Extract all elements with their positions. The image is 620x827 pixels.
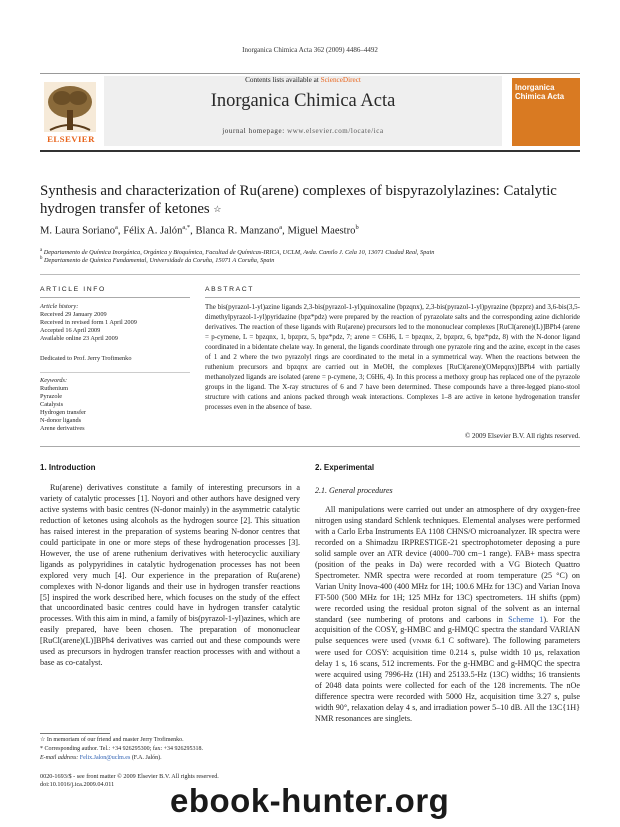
article-info-rule: [40, 297, 190, 298]
author-affiliation-mark: a,*: [182, 224, 191, 231]
email-owner: (F.A. Jalón).: [130, 755, 162, 761]
front-matter-notice: 0020-1693/$ - see front matter © 2009 Elsevier B.V. All rights reserved.: [40, 773, 219, 780]
email-label: E-mail address:: [40, 755, 80, 761]
history-accepted: Accepted 16 April 2009: [40, 327, 101, 334]
header-rule: [40, 73, 580, 74]
journal-title: Inorganica Chimica Acta: [210, 91, 396, 111]
experimental-text: ). For the acquisition of the COSY, g-HMBC and g-HMQC spectra the standard VARIAN pulse sequences were used (: [315, 614, 580, 646]
keyword: Ruthenium: [40, 385, 68, 392]
author-affiliation-mark: a: [279, 224, 283, 231]
author-name: Blanca R. Manzano: [195, 225, 280, 237]
scheme-1-link[interactable]: Scheme 1: [508, 614, 544, 624]
homepage-prefix: journal homepage:: [222, 127, 288, 135]
introduction-body: [40, 483, 300, 669]
title-footnote-mark[interactable]: ☆: [213, 204, 222, 214]
article-info-heading: ARTICLE INFO: [40, 286, 106, 293]
doi-link[interactable]: doi:10.1016/j.ica.2009.04.011: [40, 781, 115, 788]
author-affiliation-mark: a: [115, 224, 118, 231]
history-revised: Received in revised form 1 April 2009: [40, 319, 137, 326]
header-rule-bottom: [40, 150, 580, 152]
experimental-text: 6.1 C software). The following parameters were used for COSY: acquisition time 0.214 s, pulse width 10 μs, relaxation delay 1 s, 16 scans, 512 increments. For the g-HMBC and g-HMQC the spectra were acquired using 7996-Hz (1H) and 25133.5-Hz (13C) widths; 16 transients of 2048 data points were collected for each of the 128 increments. The nOe difference spectra were recorded with 5000 Hz, acquisition time 3.27 s, pulse width 90°, relaxation delay 4 s, and irradiation power 5–10 dB. All the 13C{1H} NMR resonances are singlets.: [315, 636, 580, 724]
homepage-link[interactable]: www.elsevier.com/locate/ica: [287, 127, 384, 135]
affiliation-a: $^a$ Departamento de Química Inorgánica, Orgánica y Bioquímica, Facultad de Químicas-IRICA, UCLM, Avda. Camilo J. Cela 10, 13071 Ciudad Real, Spain: [40, 248, 435, 257]
section-heading-experimental: 2. Experimental: [315, 463, 375, 472]
history-received: Received 29 January 2009: [40, 311, 107, 318]
title-text: Synthesis and characterization of Ru(arene) complexes of bispyrazolylazines: Catalytic hydrogen transfer of ketones: [40, 183, 557, 217]
experimental-paragraph: [315, 505, 580, 725]
affiliation-a-text: Departamento de Química Inorgánica, Orgánica y Bioquímica, Facultad de Químicas-IRICA, UCLM, Avda. Camilo J. Cela 10, 13071 Ciudad Real, Spain: [43, 249, 435, 257]
experimental-body: [315, 505, 580, 725]
experimental-text: All manipulations were carried out under an atmosphere of dry oxygen-free nitrogen using standard Schlenk techniques. Elemental analyses were performed with a Carlo Erba Instruments EA 1108 CHNS/O microanalyzer. IR spectra were recorded on a Shimadzu IRPRESTIGE-21 spectrophotometer deposing a pure solid sample over an ATR device (4000–700 cm−1 range). FAB+ mass spectra (position of the peaks in Da) were recorded with a VG Biotech Quattro Spectrometer. NMR spectra were recorded at room temperature (25 °C) on Varian Unity Inova-400 (400 MHz for 1H; 100.6 MHz for 13C) and Varian Inova FT-500 (500 MHz for 1H; 125 MHz for 13C) spectrometers. 1H shifts (ppm) were recorded using the residual proton signal of the solvent as an internal standard (see numbering of protons and carbons in: [315, 505, 580, 624]
elsevier-logo-text: ELSEVIER: [47, 134, 95, 144]
footnote-dedication: ☆ In memoriam of our friend and master Jerry Trofimenko.: [40, 737, 184, 743]
subsection-heading-general-procedures: 2.1. General procedures: [315, 486, 393, 495]
history-online: Available online 23 April 2009: [40, 335, 118, 342]
journal-citation: Inorganica Chimica Acta 362 (2009) 4486–4492: [242, 46, 378, 54]
footnote-rule: [40, 733, 110, 734]
affiliation-b-text: Departamento de Química Fundamental, Universidade da Coruña, 15071 A Coruña, Spain: [43, 257, 275, 265]
footnote-corresponding-author: * Corresponding author. Tel.: +34 926295300; fax: +34 926295318.: [40, 746, 204, 752]
keyword: Catalysis: [40, 401, 64, 408]
dedication: Dedicated to Prof. Jerry Trofimenko: [40, 355, 132, 362]
abstract-bottom-rule: [40, 446, 580, 447]
abstract-heading: ABSTRACT: [205, 286, 255, 293]
copyright-notice: © 2009 Elsevier B.V. All rights reserved.: [464, 432, 580, 440]
keyword: N-donor ligands: [40, 417, 82, 424]
keyword: Pyrazole: [40, 393, 63, 400]
vnmr-text: VNMR: [412, 638, 432, 646]
contents-line: [104, 76, 502, 84]
author-affiliation-mark: b: [355, 224, 359, 231]
email-link[interactable]: Felix.Jalon@uclm.es: [79, 755, 131, 761]
cover-title: Inorganica Chimica Acta: [515, 83, 565, 101]
author-name: Miguel Maestro: [287, 225, 356, 237]
introduction-paragraph: Ru(arene) derivatives constitute a family of interesting precursors in a variety of catalytic processes [1]. Noyori and other authors have designed very active systems with basic centres (N-donor mainly) in the asymmetric catalytic reduction of ketones using alcohols as the hydrogen source [2]. This situation has raised interest in the preparation of systems bearing N-donor centres that could participate in one or more steps of these hydrogenation processes [3]. However, the use of arene ruthenium derivatives with heterocyclic auxiliary ligands as polypyridines in catalytic hydrogenation processes has not been explored very much [4]. Our experience in the preparation of Ru(arene) complexes with N-donor ligands and their use in hydrogen transfer reactions [5] inspired the work described here, which focuses on the study of the effect that uncoordinated basic centres could have in hydrogen transfer catalytic processes. With this aim in mind, a family of bis(pyrazol-1-yl)azines, which are easily prepared, have been chosen. The preparation of mononuclear [RuCl(arene)(L)]BPh4 derivatives was carried out and these compounds were used as precursors in hydrogen transfer reaction processes with and without a base as co-catalyst.: [40, 483, 300, 668]
article-title: [40, 182, 585, 218]
author-list: M. Laura Soriano$^a$, Félix A. Jalón$^{a,*}$, Blanca R. Manzano$^a$, Miguel Maestro$^b$: [40, 224, 359, 237]
author-name: M. Laura Soriano: [40, 225, 116, 237]
sciencedirect-link[interactable]: ScienceDirect: [320, 76, 361, 84]
contents-prefix: Contents lists available at: [245, 76, 321, 84]
watermark: ebook-hunter.org: [170, 782, 450, 819]
keyword: Hydrogen transfer: [40, 409, 86, 416]
history-divider: [40, 372, 190, 373]
affiliation-b: $^b$ Departamento de Química Fundamental, Universidade da Coruña, 15071 A Coruña, Spain: [40, 256, 275, 265]
section-heading-introduction: 1. Introduction: [40, 463, 96, 472]
history-label: Article history:: [40, 303, 79, 310]
keywords-label: Keywords:: [40, 377, 68, 384]
title-divider: [40, 274, 580, 275]
abstract-rule: [205, 297, 580, 298]
keyword: Arene derivatives: [40, 425, 85, 432]
abstract-text: The bis(pyrazol-1-yl)azine ligands 2,3-bis(pyrazol-1-yl)quinoxaline (bpzqnx), 2,3-bis(pyrazol-1-yl)pyrazine (bpzprz) and 3,6-bis(3,5-dimethylpyrazol-1-yl)pyridazine (bpz*pdz) were prepared by the reaction of pyrazolate salts and the corresponding azine dichloride derivatives. The reaction of these ligands with Ru(arene) precursors led to the mononuclear complexes [RuCl(arene)(L)]BPh4 (arene = p-cymene, L = bpzqnx, 1, bpzprz, 5, bpz*pdz, 7; arene = C6H6, L = bpzqnx, 2, bpzprz, 6, bpz*pdz, 8) with the N-donor ligand coordinated in a bidentate chelate way. In general, the ligands coordinate through one pyrazole ring and the azine, except in the cases of 1 and 2 where the two pyrazolyl rings are coordinated to the metal in a symmetrical way. When the reactions between the ruthenium precursors and bpzqnx are carried out in MeOH, the complexes [RuCl(arene)(OMepqnx)]BPh4 with partially methanolyzed ligands are isolated (arene = p-cymene, 3; C6H6, 4). In this process a methoxy group has replaced one of the pyrazole groups in the ligand. The X-ray structures of 6 and 7 have been determined. These compounds have a three-legged piano-stool structure with cations and anions packed through weak interactions. Complexes 1–8 are active in ketone hydrogenation transfer processes even in the absence of base.: [205, 303, 580, 411]
author-name: Félix A. Jalón: [123, 225, 183, 237]
journal-homepage: [104, 127, 502, 135]
footnote-email: [40, 755, 300, 762]
